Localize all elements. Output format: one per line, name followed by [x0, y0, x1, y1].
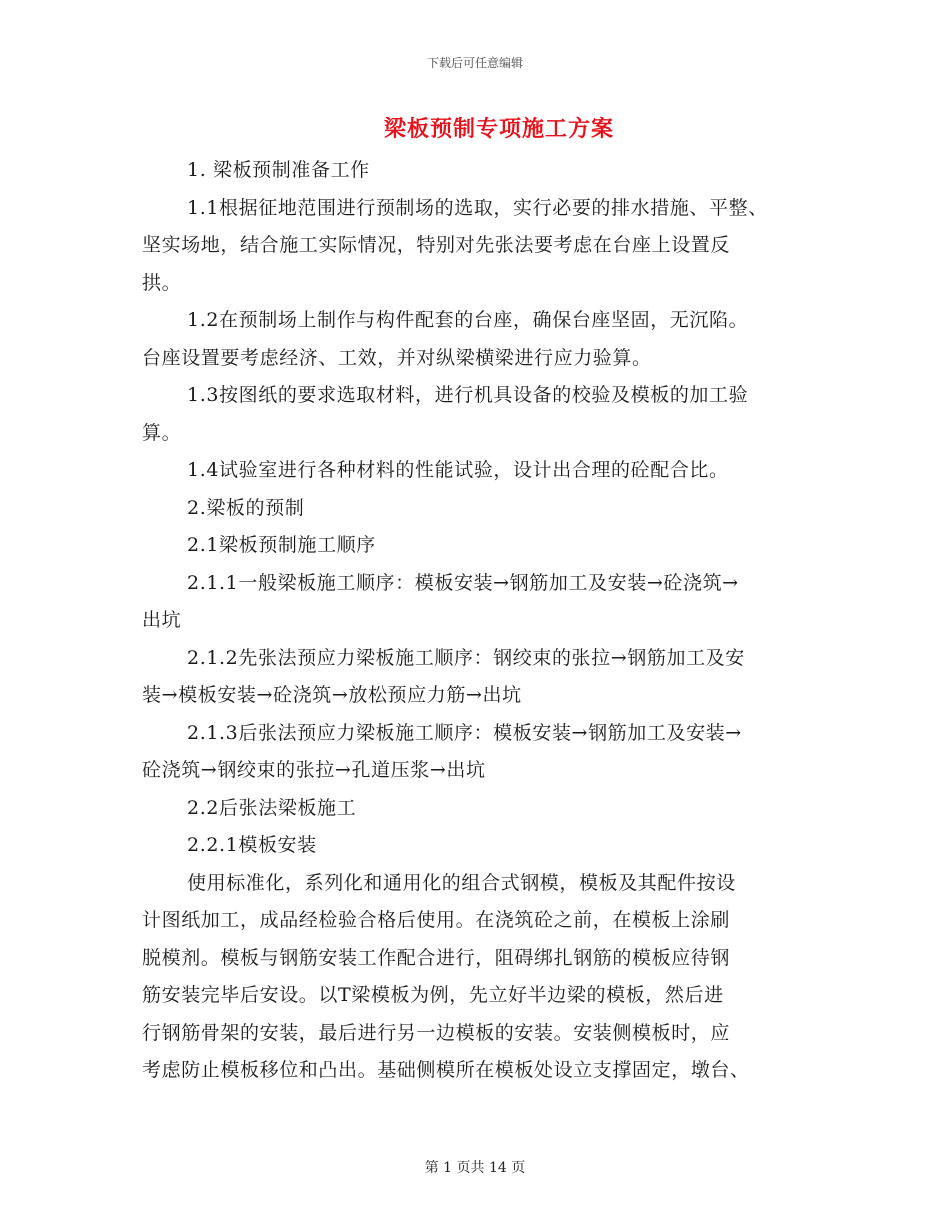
paragraph-line: 拱。	[142, 271, 182, 294]
paragraph-line: 1. 梁板预制准备工作	[187, 159, 370, 181]
paragraph-line: 2.1梁板预制施工顺序	[187, 534, 376, 556]
paragraph-line: 2.1.1一般梁板施工顺序：模板安装→钢筋加工及安装→砼浇筑→	[187, 571, 739, 594]
paragraph-line: 行钢筋骨架的安装，最后进行另一边模板的安装。安装侧模板时，应	[142, 1021, 731, 1044]
paragraph-line: 坚实场地，结合施工实际情况，特别对先张法要考虑在台座上设置反	[142, 234, 731, 256]
paragraph-line: 1.1根据征地范围进行预制场的选取，实行必要的排水措施、平整、	[187, 196, 768, 219]
paragraph-line: 出坑	[142, 609, 182, 631]
paragraph-line: 1.3按图纸的要求选取材料，进行机具设备的校验及模板的加工验	[187, 384, 749, 406]
paragraph-line: 2.1.2先张法预应力梁板施工顺序：钢绞束的张拉→钢筋加工及安	[187, 646, 745, 669]
paragraph-line: 1.2在预制场上制作与构件配套的台座，确保台座坚固，无沉陷。	[187, 309, 749, 331]
document-title: 梁板预制专项施工方案	[383, 116, 614, 142]
paragraph-line: 计图纸加工，成品经检验合格后使用。在浇筑砼之前，在模板上涂刷	[142, 909, 731, 931]
paragraph-line: 算。	[142, 421, 182, 444]
paragraph-line: 筋安装完毕后安设。以T梁模板为例，先立好半边梁的模板，然后进	[142, 984, 724, 1006]
paragraph-line: 考虑防止模板移位和凸出。基础侧模所在模板处设立支撑固定，墩台、	[142, 1059, 750, 1081]
page-header: 下载后可任意编辑	[426, 56, 523, 70]
paragraph-line: 2.2后张法梁板施工	[187, 796, 357, 819]
paragraph-line: 台座设置要考虑经济、工效，并对纵梁横梁进行应力验算。	[142, 346, 652, 369]
paragraph-line: 脱模剂。模板与钢筋安装工作配合进行，阻碍绑扎钢筋的模板应待钢	[142, 946, 731, 969]
page-number: 第 1 页共 14 页	[424, 1160, 526, 1176]
document-body	[142, 152, 826, 1090]
paragraph-line: 1.4试验室进行各种材料的性能试验，设计出合理的砼配合比。	[187, 459, 729, 481]
paragraph-line: 2.梁板的预制	[187, 496, 305, 519]
paragraph-line: 装→模板安装→砼浇筑→放松预应力筋→出坑	[142, 684, 522, 706]
paragraph-line: 使用标准化，系列化和通用化的组合式钢模，模板及其配件按设	[187, 871, 736, 894]
paragraph-line: 2.1.3后张法预应力梁板施工顺序：模板安装→钢筋加工及安装→	[187, 721, 742, 744]
paragraph-line: 2.2.1模板安装	[187, 834, 317, 856]
paragraph-line: 砼浇筑→钢绞束的张拉→孔道压浆→出坑	[142, 759, 486, 781]
